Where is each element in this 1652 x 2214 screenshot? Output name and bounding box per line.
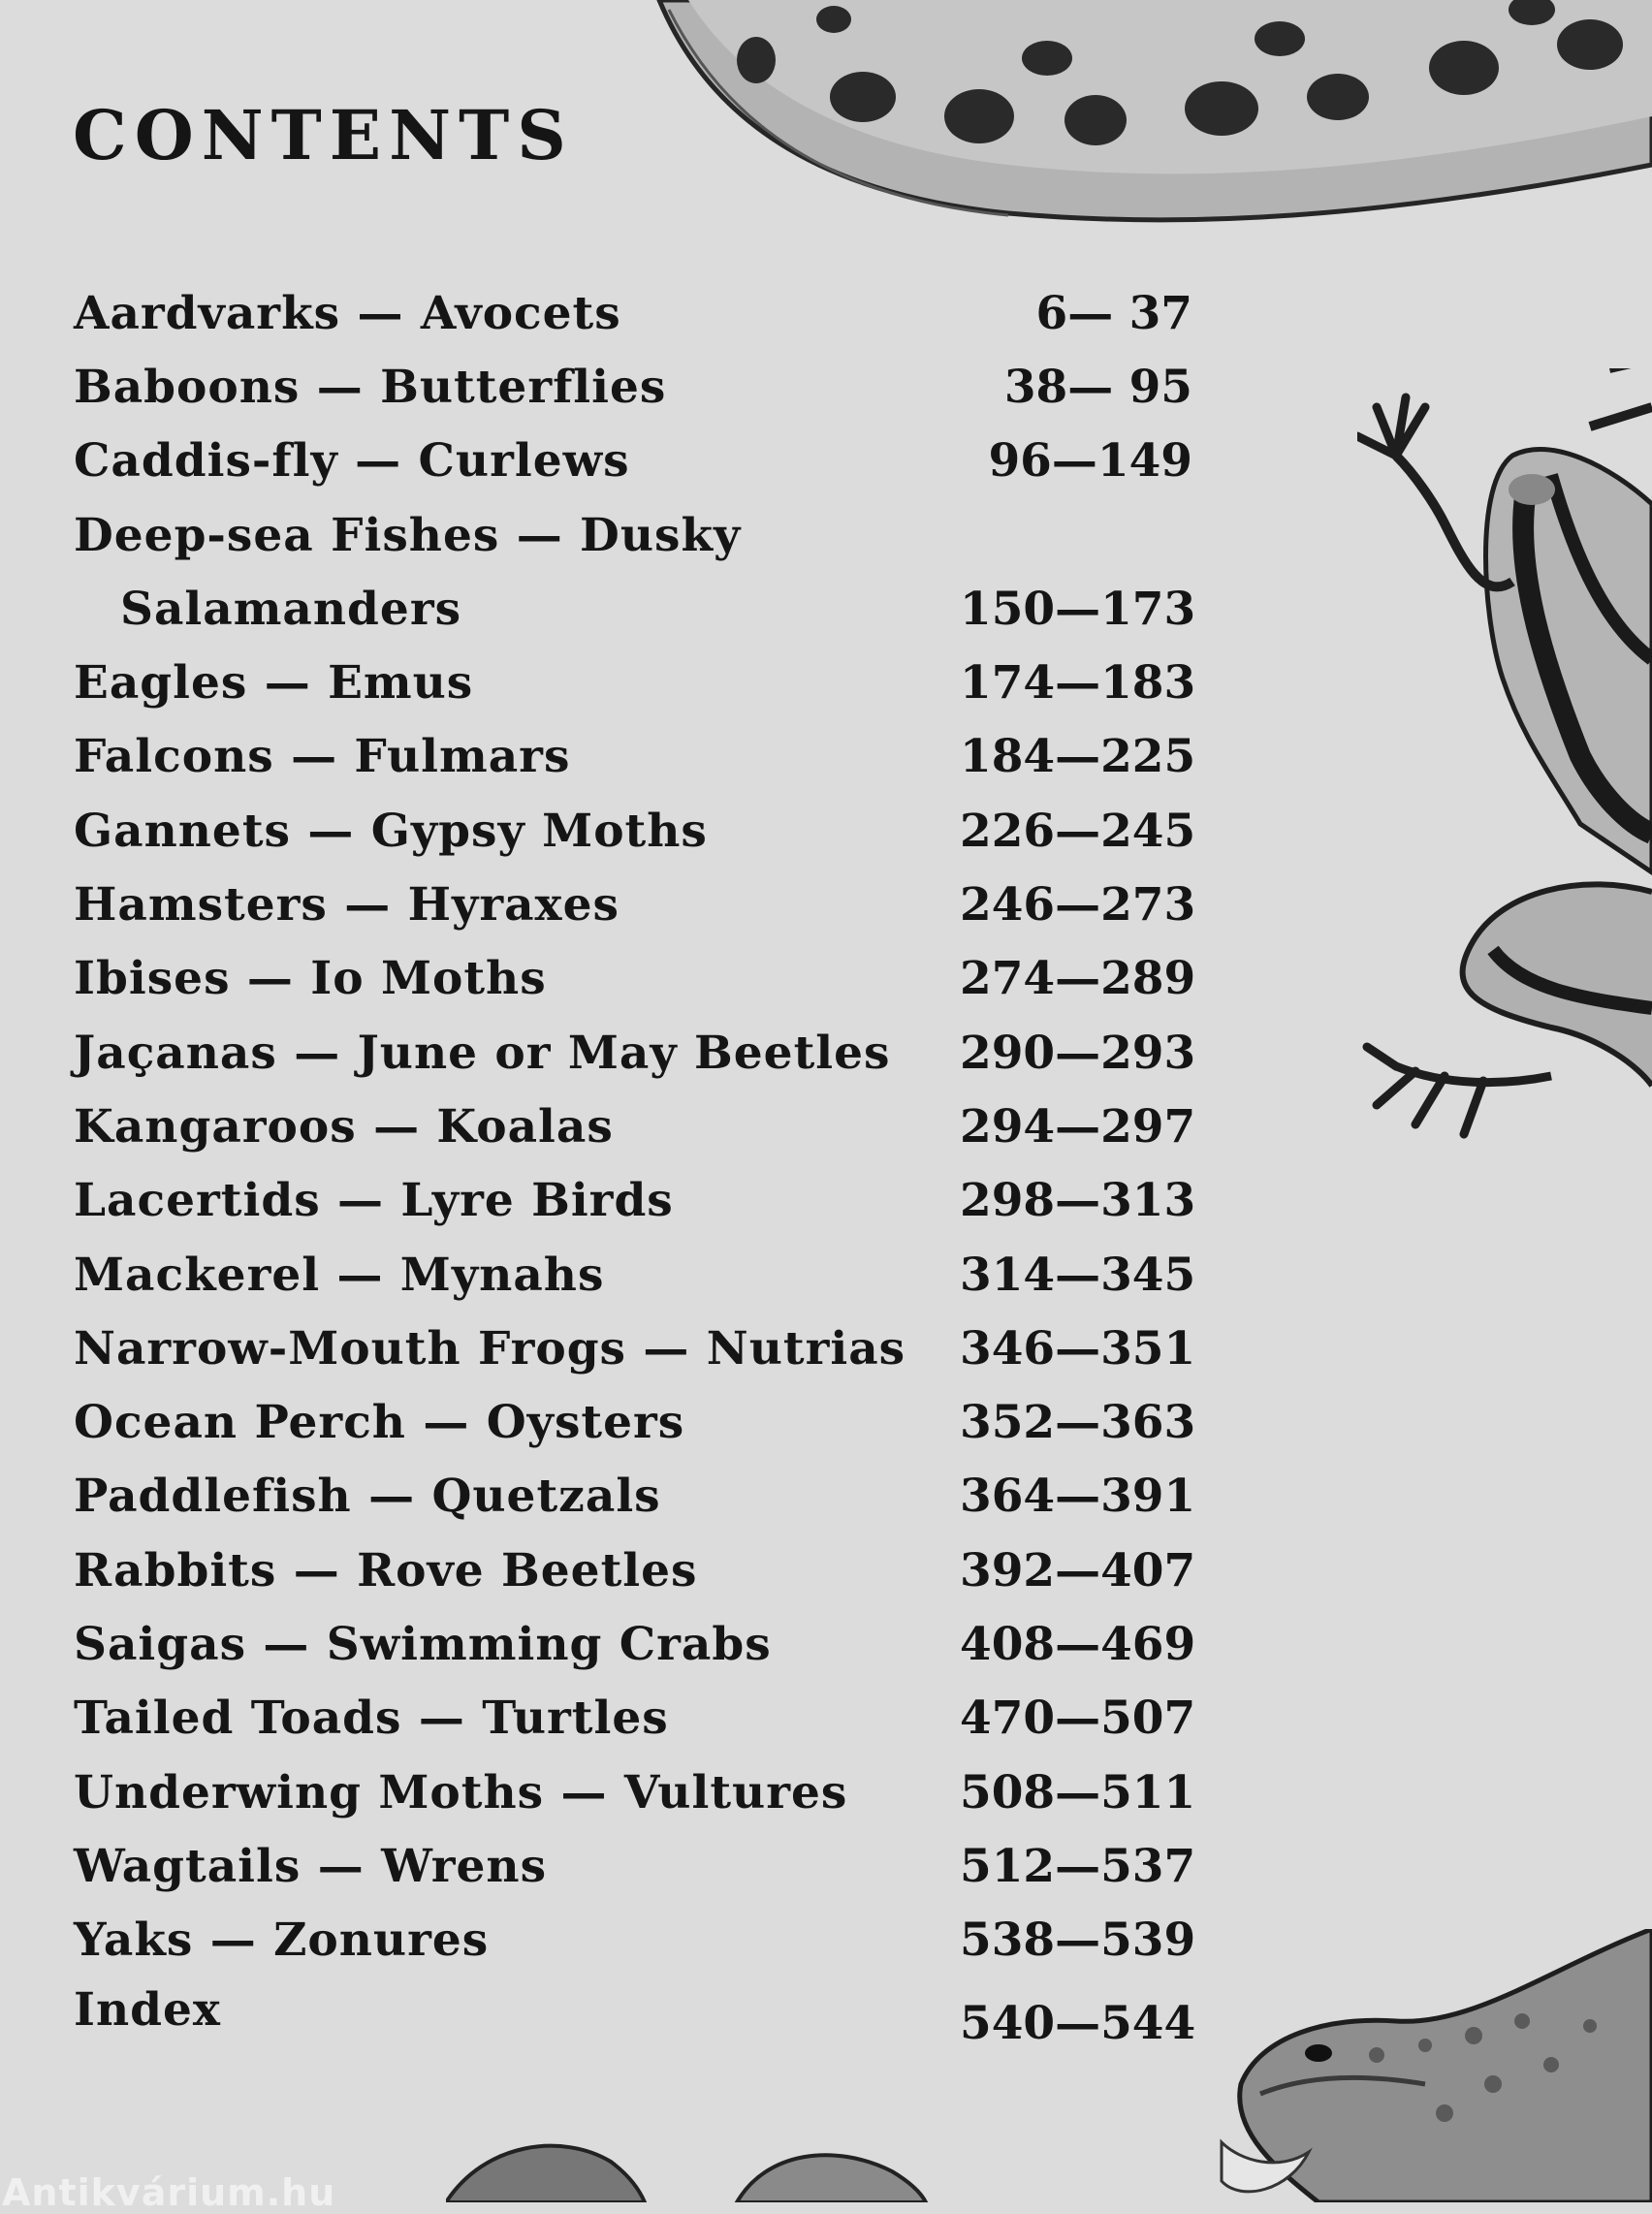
toc-entry-pages: 298—313	[960, 1174, 1196, 1227]
toc-entry-label: Paddlefish — Quetzals	[74, 1470, 661, 1523]
toc-entry-label: Lacertids — Lyre Birds	[74, 1174, 674, 1227]
toc-entry-pages: 364—391	[960, 1470, 1196, 1523]
toc-entry-label: Hamsters — Hyraxes	[74, 878, 620, 932]
toc-entry-label: Deep-sea Fishes — Dusky	[74, 509, 742, 562]
toc-entry-pages: 290—293	[960, 1027, 1196, 1080]
toc-entry-label: Baboons — Butterflies	[74, 361, 667, 414]
toc-entry-label: Wagtails — Wrens	[74, 1840, 548, 1893]
toc-entry-label: Kangaroos — Koalas	[74, 1100, 614, 1154]
toc-entry-label: Gannets — Gypsy Moths	[74, 805, 708, 858]
toc-entry-pages: 246—273	[960, 878, 1196, 932]
toc-entry-pages: 226—245	[960, 805, 1196, 858]
toc-entry-label: Saigas — Swimming Crabs	[74, 1618, 772, 1671]
toc-entry-label: Index	[74, 1983, 221, 2037]
toc-entry-label: Tailed Toads — Turtles	[74, 1692, 669, 1745]
toc-entry-pages: 38— 95	[1003, 361, 1192, 414]
toc-entry-label: Salamanders	[120, 583, 462, 636]
watermark: Antikvárium.hu	[2, 2171, 336, 2214]
toc-entry-pages: 96—149	[988, 434, 1192, 488]
toc-entry-pages: 6— 37	[1035, 287, 1192, 340]
toc-entry-label: Yaks — Zonures	[74, 1914, 490, 1967]
toc-entry-label: Ibises — Io Moths	[74, 952, 547, 1005]
toc-entry-pages: 408—469	[960, 1618, 1196, 1671]
toc-entry-label: Aardvarks — Avocets	[74, 287, 621, 340]
toc-entry-pages: 512—537	[960, 1840, 1196, 1893]
toc-entry-pages: 540—544	[960, 1997, 1196, 2050]
toc-entry-pages: 346—351	[960, 1322, 1196, 1376]
toc-entry-pages: 294—297	[960, 1100, 1196, 1154]
toc-entry-label: Jaçanas — June or May Beetles	[74, 1027, 891, 1080]
toc-entry-pages: 508—511	[960, 1766, 1196, 1819]
toc-entry-label: Underwing Moths — Vultures	[74, 1766, 848, 1819]
toc-entry-pages: 314—345	[960, 1249, 1196, 1302]
toc-entry-label: Ocean Perch — Oysters	[74, 1396, 685, 1449]
toc-entry-pages: 274—289	[960, 952, 1196, 1005]
toc-entry-pages: 392—407	[960, 1544, 1196, 1597]
toc-entry-pages: 538—539	[960, 1914, 1196, 1967]
toc-entry-pages: 470—507	[960, 1692, 1196, 1745]
toc-entry-pages: 174—183	[960, 656, 1196, 710]
toc-entry-pages: 150—173	[960, 583, 1196, 636]
toc-entry-label: Narrow-Mouth Frogs — Nutrias	[74, 1322, 906, 1376]
toc-entry-label: Falcons — Fulmars	[74, 730, 571, 783]
toc-entry-pages: 352—363	[960, 1396, 1196, 1449]
page-title: CONTENTS	[73, 95, 574, 175]
toc-entry-label: Mackerel — Mynahs	[74, 1249, 605, 1302]
toc-entry-label: Rabbits — Rove Beetles	[74, 1544, 698, 1597]
toc-entry-label: Eagles — Emus	[74, 656, 474, 710]
toc-entry-label: Caddis-fly — Curlews	[74, 434, 630, 488]
toc-entry-pages: 184—225	[960, 730, 1196, 783]
